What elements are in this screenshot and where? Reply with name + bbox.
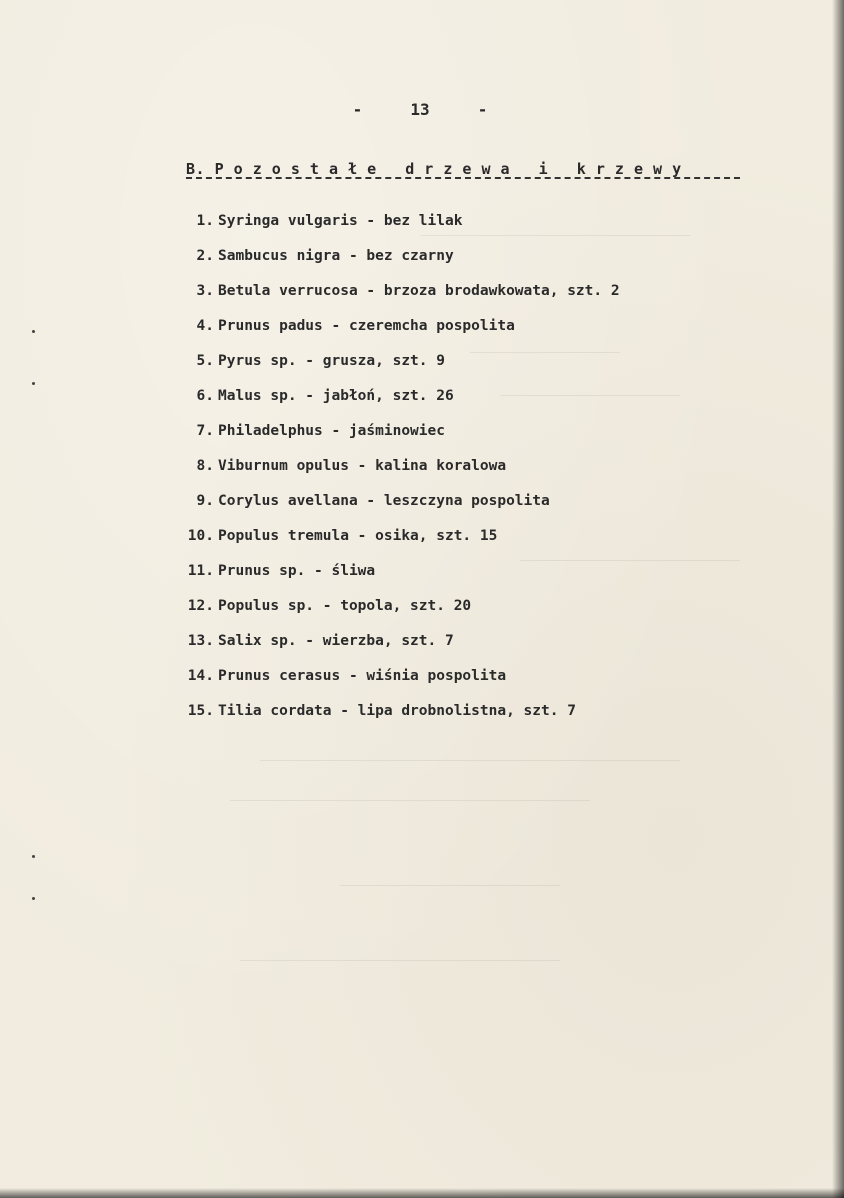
item-number: 8. <box>196 458 214 474</box>
item-number: 1. <box>196 213 214 229</box>
item-number: 13. <box>187 633 214 649</box>
list-item <box>170 210 770 245</box>
list-item <box>170 630 770 665</box>
item-text: Betula verrucosa - brzoza brodawkowata, szt. 2 <box>218 283 620 299</box>
list-item <box>170 490 770 525</box>
item-number: 9. <box>196 493 214 509</box>
item-number: 2. <box>196 248 214 264</box>
bleed-through-line <box>240 960 560 961</box>
item-number: 15. <box>187 703 214 719</box>
item-number: 12. <box>187 598 214 614</box>
item-number: 6. <box>196 388 214 404</box>
binding-hole-mark <box>32 330 35 333</box>
species-list <box>170 210 770 735</box>
section-heading: B. P o z o s t a ł e d r z e w a i k r z e w y <box>186 160 682 178</box>
binding-hole-mark <box>32 855 35 858</box>
list-item <box>170 665 770 700</box>
item-text: Populus sp. - topola, szt. 20 <box>218 598 472 614</box>
item-text: Sambucus nigra - bez czarny <box>218 248 454 264</box>
item-text: Syringa vulgaris - bez lilak <box>218 213 463 229</box>
item-number: 4. <box>196 318 214 334</box>
list-item <box>170 700 770 735</box>
bleed-through-line <box>260 760 680 761</box>
item-number: 7. <box>196 423 214 439</box>
heading-underline <box>186 177 740 179</box>
binding-hole-mark <box>32 382 35 385</box>
item-text: Prunus padus - czeremcha pospolita <box>218 318 515 334</box>
item-text: Malus sp. - jabłoń, szt. 26 <box>218 388 454 404</box>
list-item <box>170 525 770 560</box>
item-text: Viburnum opulus - kalina koralowa <box>218 458 507 474</box>
item-text: Corylus avellana - leszczyna pospolita <box>218 493 550 509</box>
item-text: Prunus cerasus - wiśnia pospolita <box>218 668 507 684</box>
item-text: Populus tremula - osika, szt. 15 <box>218 528 498 544</box>
bleed-through-line <box>230 800 590 801</box>
item-text: Tilia cordata - lipa drobnolistna, szt. 7 <box>218 703 576 719</box>
binding-hole-mark <box>32 897 35 900</box>
list-item <box>170 455 770 490</box>
list-item <box>170 280 770 315</box>
list-item <box>170 560 770 595</box>
item-number: 10. <box>187 528 214 544</box>
item-number: 5. <box>196 353 214 369</box>
item-text: Pyrus sp. - grusza, szt. 9 <box>218 353 445 369</box>
scan-edge-right <box>832 0 844 1198</box>
page-number: - 13 - <box>352 100 488 119</box>
list-item <box>170 245 770 280</box>
item-text: Philadelphus - jaśminowiec <box>218 423 445 439</box>
item-number: 11. <box>187 563 214 579</box>
item-number: 3. <box>196 283 214 299</box>
list-item <box>170 385 770 420</box>
bleed-through-line <box>340 885 560 886</box>
item-number: 14. <box>187 668 214 684</box>
item-text: Salix sp. - wierzba, szt. 7 <box>218 633 454 649</box>
list-item <box>170 595 770 630</box>
scan-edge-bottom <box>0 1188 844 1198</box>
list-item <box>170 420 770 455</box>
item-text: Prunus sp. - śliwa <box>218 563 376 579</box>
list-item <box>170 315 770 350</box>
list-item <box>170 350 770 385</box>
